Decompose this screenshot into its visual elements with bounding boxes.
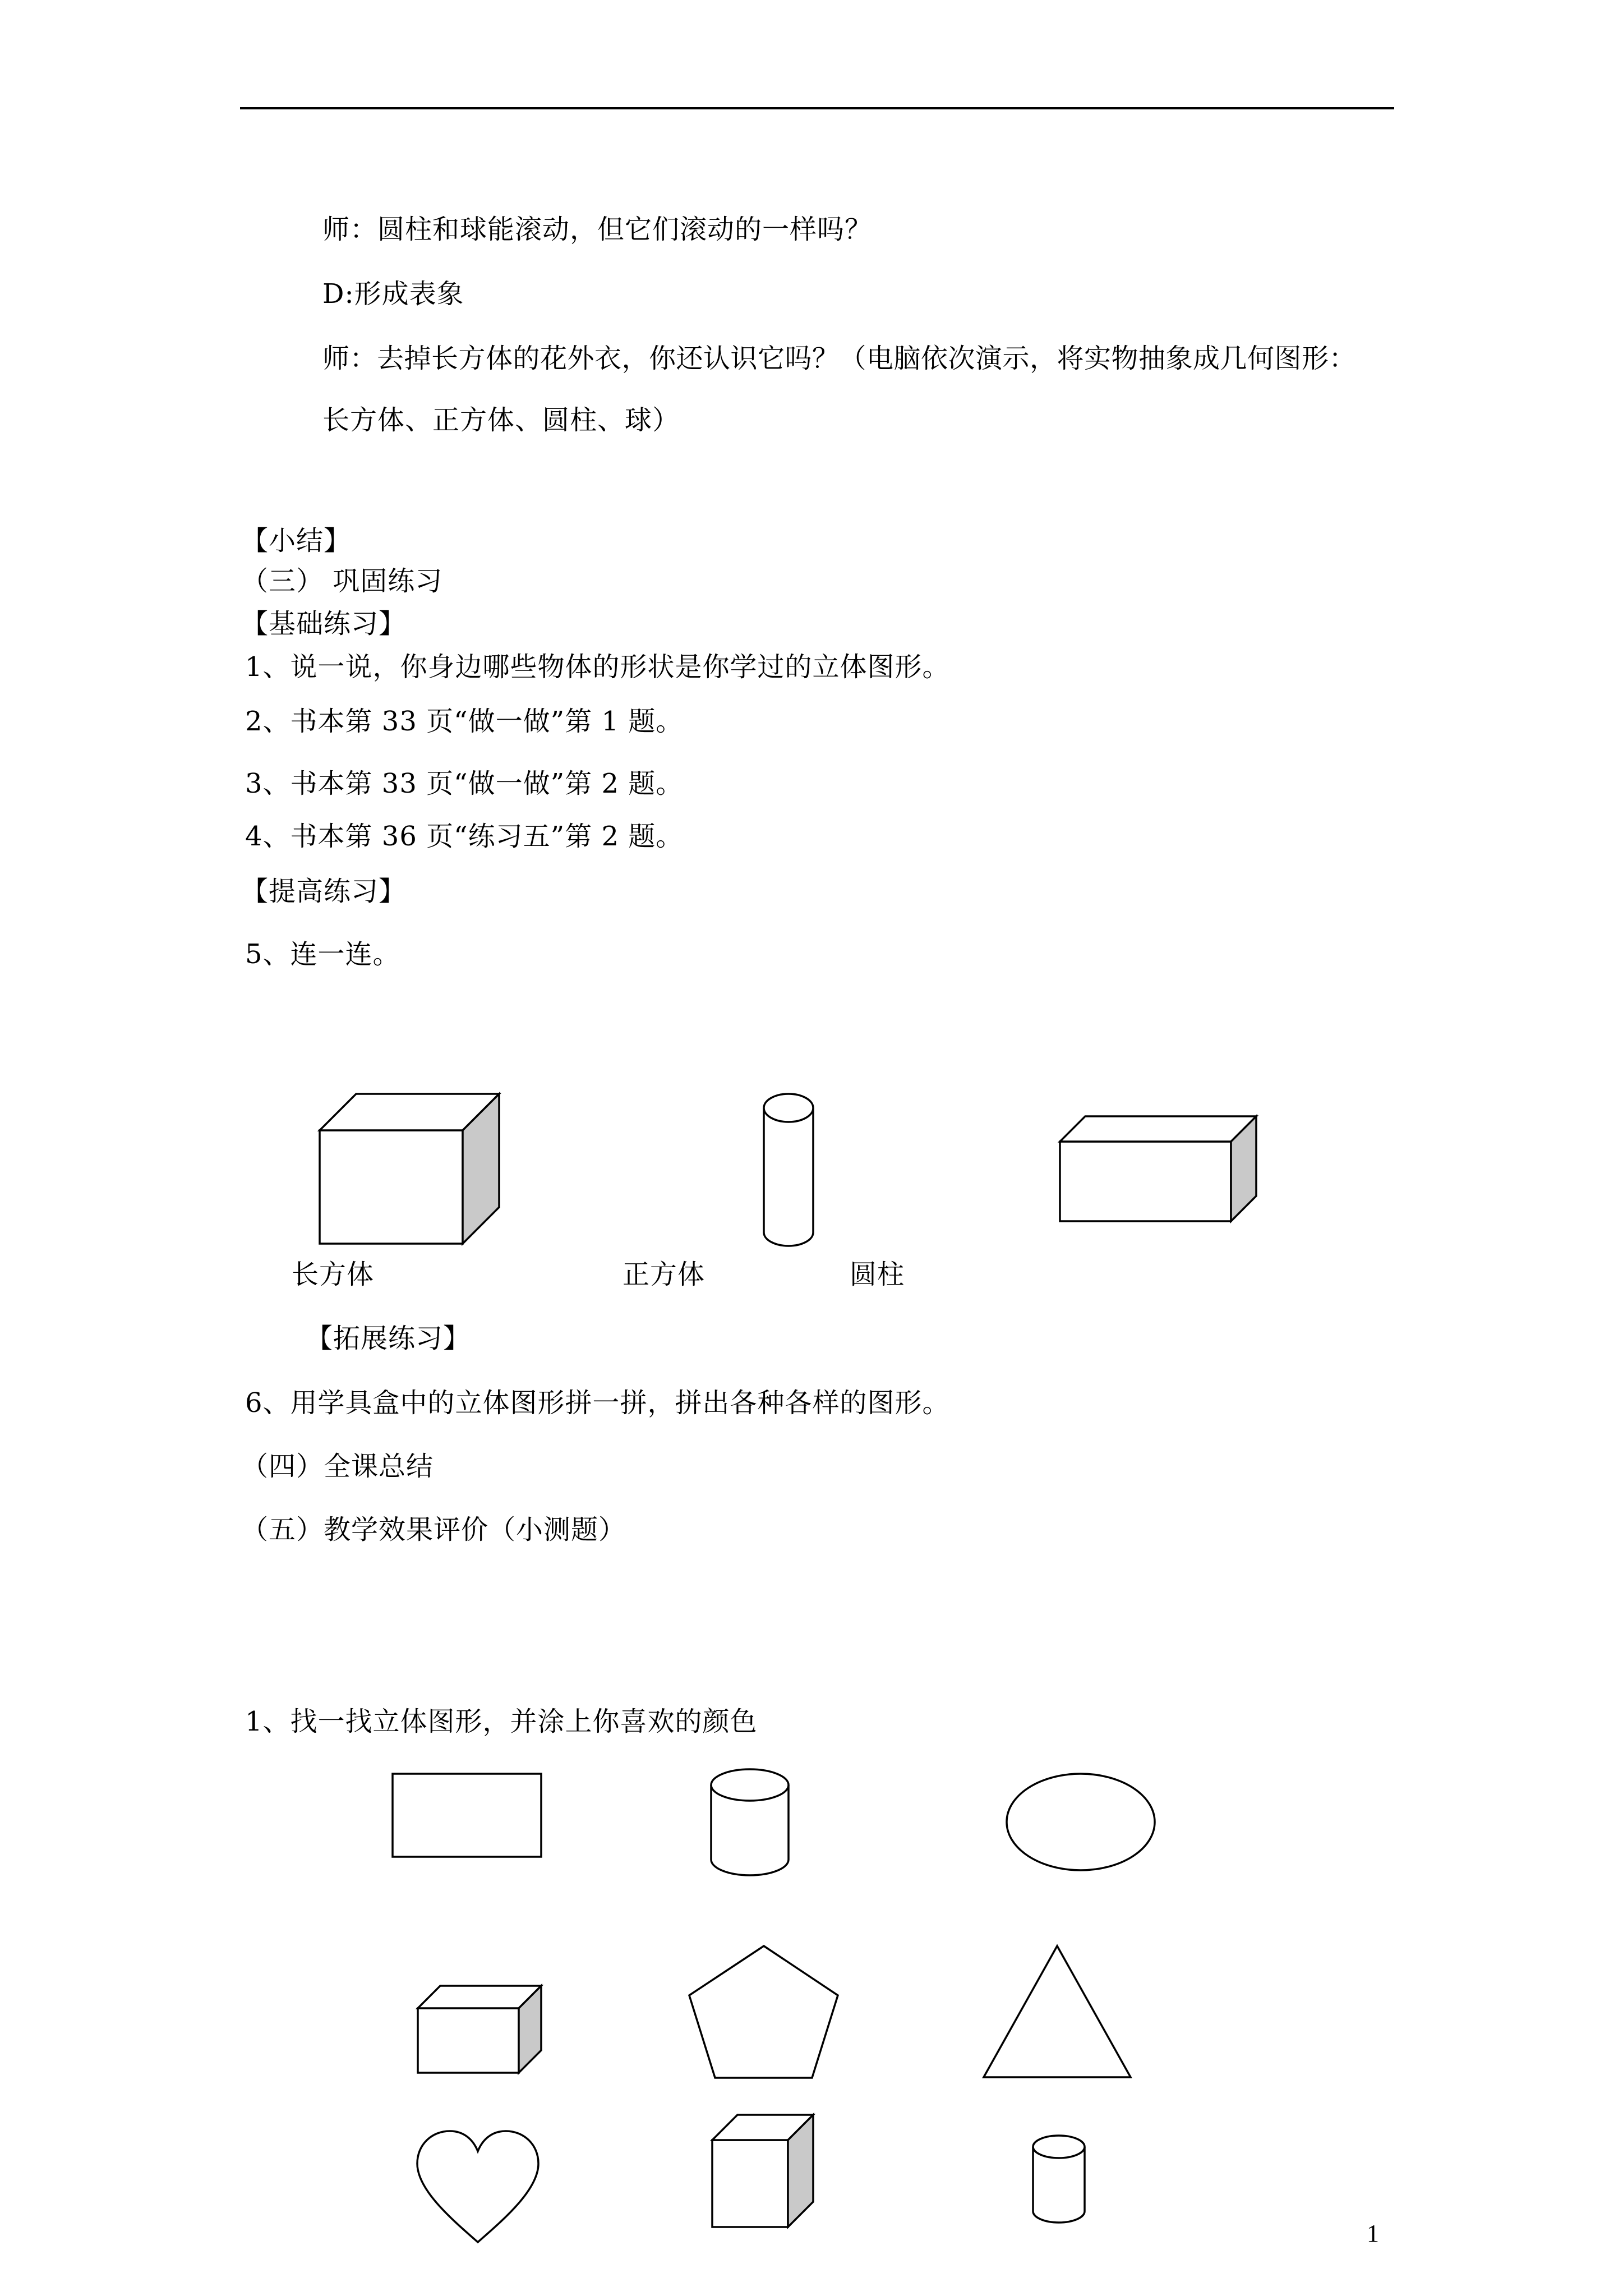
paragraph-teacher-remove: 师：去掉长方体的花外衣，你还认识它吗？（电脑依次演示，将实物抽象成几何图形： [322,343,1357,374]
cube-figure [314,1091,477,1248]
question-1: 1、说一说，你身边哪些物体的形状是你学过的立体图形。 [245,651,950,683]
label-cylinder: 圆柱 [850,1259,905,1290]
question-3: 3、书本第 33 页“做一做”第 2 题。 [245,768,684,799]
question-2: 2、书本第 33 页“做一做”第 1 题。 [245,706,684,737]
cube-shape [709,2112,819,2230]
heading-extend-practice: 【拓展练习】 [306,1323,471,1354]
paragraph-teacher-question: 师：圆柱和球能滚动，但它们滚动的一样吗？ [322,214,873,245]
header-rule [240,107,1394,109]
cylinder-figure [763,1091,816,1251]
heading-section-5: （五）教学效果评价（小测题） [241,1514,626,1545]
heading-section-3: （三） 巩固练习 [241,565,443,597]
question-5: 5、连一连。 [245,938,400,970]
triangle-shape [981,1944,1133,2081]
test-question-1: 1、找一找立体图形，并涂上你喜欢的颜色 [245,1706,758,1737]
rectangle-shape [391,1773,543,1860]
question-6: 6、用学具盒中的立体图形拼一拼，拼出各种各样的图形。 [245,1387,950,1419]
heading-summary: 【小结】 [241,525,352,556]
heart-shape [415,2129,541,2247]
paragraph-shapes-list: 长方体、正方体、圆柱、球） [322,404,680,436]
cuboid-figure [1057,1114,1259,1228]
question-4: 4、书本第 36 页“练习五”第 2 题。 [245,821,684,852]
label-cube: 正方体 [623,1259,706,1290]
paragraph-form-representation: D:形成表象 [322,278,464,310]
heading-improve-practice: 【提高练习】 [241,876,407,907]
cylinder-shape [709,1767,794,1879]
ellipse-shape [1006,1773,1158,1874]
label-cuboid: 长方体 [292,1259,375,1290]
cuboid-shape [415,1983,544,2076]
heading-basic-practice: 【基础练习】 [241,608,407,639]
heading-section-4: （四）全课总结 [241,1451,434,1482]
pentagon-shape [687,1944,841,2081]
small-cylinder-shape [1032,2134,1088,2227]
page-number: 1 [1367,2220,1379,2247]
